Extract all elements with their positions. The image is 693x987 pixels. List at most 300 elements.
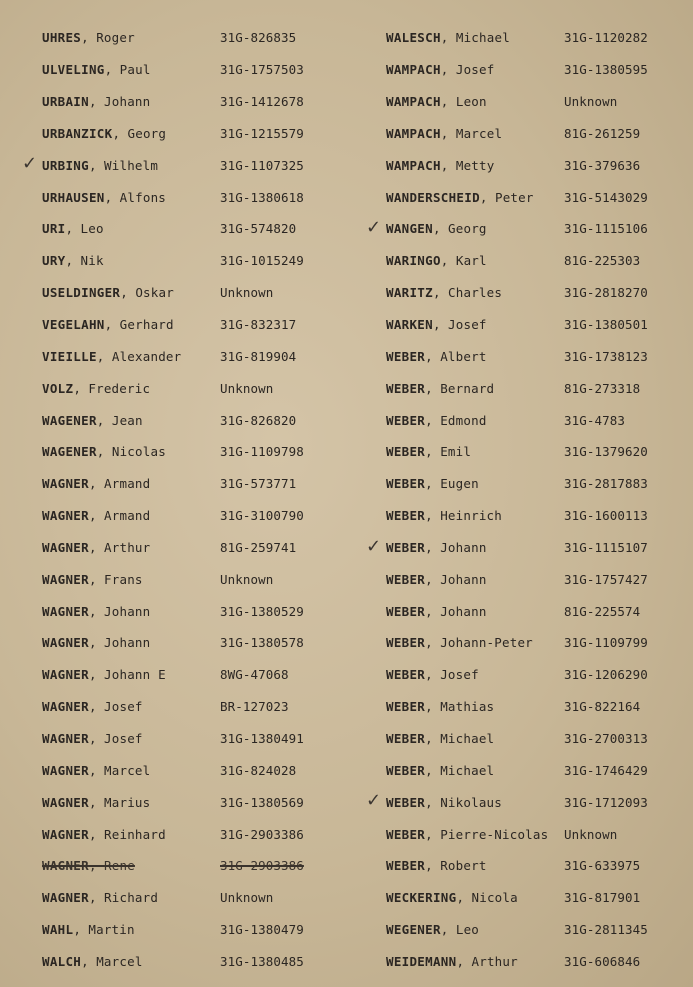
entry-serial-number: 31G-1379620 (564, 444, 648, 460)
entry-name: WAGNER, Richard (42, 890, 159, 906)
entry-given-name: Leon (455, 94, 487, 110)
entry-surname: WAHL (42, 922, 74, 938)
check-mark-icon: ✓ (22, 153, 38, 175)
entry-name: WAGNER, Marius (42, 794, 151, 810)
entry-serial-number: 31G-1109798 (220, 444, 304, 460)
entry-given-name: Oskar (135, 285, 174, 301)
entry-name: WAGNER, Reinhard (42, 826, 166, 842)
entry-surname: WEGENER (386, 922, 441, 938)
roster-entry (386, 372, 693, 404)
entry-serial-number: 31G-817901 (564, 890, 641, 906)
entry-name: WAMPACH, Metty (386, 157, 495, 173)
entry-surname: WALESCH (386, 30, 441, 46)
entry-given-name: Mathias (440, 699, 495, 715)
entry-serial-number: Unknown (564, 94, 618, 110)
roster-entry (42, 468, 362, 500)
entry-surname: ULVELING (42, 62, 105, 78)
entry-serial-number: 31G-826835 (220, 30, 297, 46)
entry-given-name: Metty (455, 157, 495, 173)
entry-name: WALESCH, Michael (386, 30, 510, 46)
entry-surname: WEBER (386, 826, 426, 842)
entry-serial-number: 81G-225303 (564, 253, 641, 269)
entry-given-name: Johann (440, 603, 487, 619)
entry-serial-number: 31G-1412678 (220, 94, 304, 110)
entry-name: WEBER, Robert (386, 858, 487, 874)
roster-entry (386, 245, 693, 277)
entry-serial-number: 31G-1115107 (564, 539, 648, 555)
entry-name: USELDINGER, Oskar (42, 285, 174, 301)
entry-name: WEBER, Albert (386, 348, 487, 364)
entry-given-name: Georg (127, 125, 167, 141)
entry-name: URBING, Wilhelm (42, 157, 159, 173)
entry-given-name: Josef (455, 62, 495, 78)
entry-name: WAHL, Martin (42, 922, 135, 938)
entry-given-name: Michael (455, 30, 510, 46)
roster-entry (386, 468, 693, 500)
entry-surname: URI (42, 221, 66, 237)
roster-entry (386, 818, 693, 850)
roster-entry (42, 245, 362, 277)
roster-entry (42, 309, 362, 341)
entry-serial-number: 31G-5143029 (564, 189, 648, 205)
entry-given-name: Peter (494, 189, 534, 205)
entry-surname: WEBER (386, 730, 426, 746)
entry-given-name: Alfons (119, 189, 167, 205)
roster-entry (42, 818, 362, 850)
roster-entry (42, 340, 362, 372)
roster-entry (42, 118, 362, 150)
left-roster-column (22, 22, 362, 977)
entry-name: VOLZ, Frederic (42, 380, 151, 396)
entry-given-name: Armand (104, 476, 151, 492)
entry-surname: WAGNER (42, 762, 89, 778)
roster-entry (42, 181, 362, 213)
entry-given-name: Leo (455, 922, 480, 938)
entry-name: WALCH, Marcel (42, 953, 143, 969)
entry-surname: WAGNER (42, 794, 89, 810)
entry-serial-number: 31G-2811345 (564, 922, 648, 938)
entry-surname: WEBER (386, 444, 426, 460)
entry-name: WAGNER, Arthur (42, 539, 151, 555)
roster-entry (386, 181, 693, 213)
entry-given-name: Edmond (440, 412, 487, 428)
entry-surname: WEBER (386, 699, 426, 715)
roster-entry (386, 436, 693, 468)
entry-given-name: Josef (448, 317, 487, 333)
entry-given-name: Gerhard (119, 317, 174, 333)
entry-surname: URHAUSEN (42, 189, 105, 205)
roster-entry (386, 340, 693, 372)
entry-surname: WEBER (386, 794, 426, 810)
entry-surname: WEBER (386, 571, 426, 587)
entry-given-name: Reinhard (104, 826, 166, 842)
entry-surname: WEBER (386, 380, 426, 396)
entry-serial-number: 81G-273318 (564, 380, 641, 396)
entry-given-name: Arthur (471, 953, 518, 969)
entry-serial-number: 31G-1109799 (564, 635, 648, 651)
entry-given-name: Josef (104, 730, 143, 746)
entry-surname: WEBER (386, 762, 426, 778)
entry-name: URY, Nik (42, 253, 104, 269)
entry-name: URI, Leo (42, 221, 104, 237)
roster-entry (386, 595, 693, 627)
entry-name: WEBER, Johann (386, 539, 487, 555)
entry-surname: WAGNER (42, 476, 89, 492)
entry-surname: UHRES (42, 30, 82, 46)
entry-name: WEIDEMANN, Arthur (386, 953, 518, 969)
entry-name: WECKERING, Nicola (386, 890, 518, 906)
entry-surname: WEBER (386, 539, 426, 555)
entry-serial-number: Unknown (220, 285, 274, 301)
entry-name: WEBER, Michael (386, 762, 495, 778)
entry-name: WEBER, Edmond (386, 412, 487, 428)
entry-surname: WEBER (386, 667, 426, 683)
entry-surname: WEBER (386, 412, 426, 428)
entry-given-name: Heinrich (440, 508, 503, 524)
entry-name: WAGENER, Nicolas (42, 444, 166, 460)
entry-surname: WAMPACH (386, 125, 441, 141)
roster-entry (386, 627, 693, 659)
entry-serial-number: 81G-225574 (564, 603, 641, 619)
entry-serial-number: 31G-1712093 (564, 794, 648, 810)
entry-serial-number: 31G-1757503 (220, 62, 304, 78)
roster-entry (42, 22, 362, 54)
entry-serial-number: Unknown (220, 380, 274, 396)
entry-given-name: Charles (448, 285, 503, 301)
entry-name: WAGNER, Johann (42, 603, 151, 619)
entry-serial-number: 31G-1380595 (564, 62, 648, 78)
roster-entry (42, 914, 362, 946)
entry-name: WAGENER, Jean (42, 412, 143, 428)
entry-given-name: Marcel (96, 953, 143, 969)
entry-given-name: Georg (448, 221, 487, 237)
entry-given-name: Martin (88, 922, 135, 938)
entry-given-name: Josef (104, 699, 143, 715)
entry-surname: WECKERING (386, 890, 457, 906)
roster-entry (386, 723, 693, 755)
check-mark-icon: ✓ (366, 535, 382, 557)
entry-given-name: Paul (119, 62, 151, 78)
entry-given-name: Emil (440, 444, 472, 460)
entry-name: WAGNER, Josef (42, 730, 143, 746)
entry-name: WAGNER, Johann (42, 635, 151, 651)
roster-entry (42, 723, 362, 755)
roster-entry (42, 372, 362, 404)
entry-given-name: Michael (440, 730, 495, 746)
entry-surname: WARITZ (386, 285, 433, 301)
entry-serial-number: 81G-259741 (220, 539, 297, 555)
entry-serial-number: Unknown (220, 890, 274, 906)
entry-serial-number: BR-127023 (220, 699, 289, 715)
entry-surname: WAGNER (42, 730, 89, 746)
entry-serial-number: 31G-574820 (220, 221, 297, 237)
entry-serial-number: 31G-1380485 (220, 953, 304, 969)
entry-serial-number: 31G-826820 (220, 412, 297, 428)
entry-given-name: Nik (80, 253, 104, 269)
entry-name: WEBER, Johann (386, 603, 487, 619)
entry-serial-number: 31G-1738123 (564, 348, 648, 364)
entry-name: WAGNER, Rene (42, 858, 135, 874)
entry-surname: WARINGO (386, 253, 441, 269)
entry-given-name: Josef (440, 667, 479, 683)
roster-entry (42, 213, 362, 245)
entry-surname: URBAIN (42, 94, 89, 110)
entry-surname: WEBER (386, 603, 426, 619)
roster-entry (366, 786, 693, 818)
entry-serial-number: 31G-819904 (220, 348, 297, 364)
entry-serial-number: 81G-261259 (564, 125, 641, 141)
entry-surname: URBANZICK (42, 125, 113, 141)
entry-given-name: Marcel (104, 762, 151, 778)
roster-entry (386, 882, 693, 914)
entry-serial-number: 31G-2903386 (220, 858, 304, 874)
entry-serial-number: 31G-633975 (564, 858, 641, 874)
entry-serial-number: 31G-822164 (564, 699, 641, 715)
entry-surname: WAGENER (42, 412, 97, 428)
entry-surname: WAGENER (42, 444, 97, 460)
entry-given-name: Nicola (471, 890, 518, 906)
entry-surname: WEIDEMANN (386, 953, 457, 969)
entry-given-name: Robert (440, 858, 487, 874)
entry-serial-number: 31G-1206290 (564, 667, 648, 683)
entry-surname: URY (42, 253, 66, 269)
entry-serial-number: 31G-1600113 (564, 508, 648, 524)
roster-entry (42, 277, 362, 309)
roster-entry (386, 277, 693, 309)
entry-given-name: Roger (96, 30, 135, 46)
entry-surname: VOLZ (42, 380, 74, 396)
entry-serial-number: 31G-1380618 (220, 189, 304, 205)
entry-serial-number: 31G-1215579 (220, 125, 304, 141)
roster-entry (386, 659, 693, 691)
entry-surname: WAGNER (42, 571, 89, 587)
entry-given-name: Johann-Peter (440, 635, 533, 651)
entry-serial-number: Unknown (220, 571, 274, 587)
entry-serial-number: 31G-1380529 (220, 603, 304, 619)
entry-serial-number: 31G-1380491 (220, 730, 304, 746)
entry-given-name: Richard (104, 890, 159, 906)
entry-name: WAGNER, Armand (42, 508, 151, 524)
roster-entry (386, 850, 693, 882)
entry-name: WAGNER, Josef (42, 699, 143, 715)
entry-surname: WAGNER (42, 508, 89, 524)
entry-serial-number: 31G-3100790 (220, 508, 304, 524)
entry-serial-number: Unknown (564, 826, 618, 842)
entry-surname: WAGNER (42, 858, 89, 874)
entry-given-name: Pierre-Nicolas (440, 826, 549, 842)
roster-entry (366, 532, 693, 564)
roster-entry (42, 86, 362, 118)
roster-entry (42, 500, 362, 532)
entry-surname: WAGNER (42, 699, 89, 715)
check-mark-icon: ✓ (366, 790, 382, 812)
entry-serial-number: 31G-2817883 (564, 476, 648, 492)
entry-surname: VEGELAHN (42, 317, 105, 333)
entry-serial-number: 31G-573771 (220, 476, 297, 492)
roster-entry (386, 754, 693, 786)
entry-given-name: Marius (104, 794, 151, 810)
entry-given-name: Arthur (104, 539, 151, 555)
entry-surname: WAMPACH (386, 62, 441, 78)
roster-entry (42, 754, 362, 786)
entry-surname: VIEILLE (42, 348, 97, 364)
entry-given-name: Jean (111, 412, 143, 428)
entry-surname: WANDERSCHEID (386, 189, 480, 205)
entry-given-name: Johann (104, 94, 151, 110)
roster-entry (42, 404, 362, 436)
roster-entry (386, 563, 693, 595)
entry-name: WEBER, Emil (386, 444, 472, 460)
entry-given-name: Johann (440, 539, 487, 555)
entry-surname: WAGNER (42, 667, 89, 683)
roster-entry (42, 850, 362, 882)
entry-surname: WEBER (386, 858, 426, 874)
entry-name: WAGNER, Armand (42, 476, 151, 492)
roster-entry (386, 22, 693, 54)
entry-surname: WAMPACH (386, 157, 441, 173)
roster-entry (42, 945, 362, 977)
entry-given-name: Johann (440, 571, 487, 587)
entry-name: WEBER, Michael (386, 730, 495, 746)
entry-serial-number: 31G-606846 (564, 953, 641, 969)
roster-entry (386, 86, 693, 118)
entry-name: WEGENER, Leo (386, 922, 480, 938)
entry-name: WEBER, Johann-Peter (386, 635, 533, 651)
entry-serial-number: 31G-1380479 (220, 922, 304, 938)
entry-given-name: Armand (104, 508, 151, 524)
roster-entry (386, 691, 693, 723)
entry-name: ULVELING, Paul (42, 62, 151, 78)
entry-surname: WAGNER (42, 890, 89, 906)
entry-name: WARITZ, Charles (386, 285, 503, 301)
entry-surname: WEBER (386, 508, 426, 524)
entry-serial-number: 31G-824028 (220, 762, 297, 778)
check-mark-icon: ✓ (366, 217, 382, 239)
right-roster-column (366, 22, 693, 977)
entry-serial-number: 31G-1380569 (220, 794, 304, 810)
entry-serial-number: 31G-2818270 (564, 285, 648, 301)
roster-entry (386, 404, 693, 436)
entry-surname: WALCH (42, 953, 82, 969)
entry-name: WANGEN, Georg (386, 221, 487, 237)
entry-serial-number: 8WG-47068 (220, 667, 289, 683)
entry-name: WAMPACH, Josef (386, 62, 495, 78)
entry-serial-number: 31G-1107325 (220, 157, 304, 173)
entry-serial-number: 31G-1015249 (220, 253, 304, 269)
entry-name: URBAIN, Johann (42, 94, 151, 110)
roster-entry (42, 786, 362, 818)
roster-entry (42, 436, 362, 468)
roster-entry (386, 54, 693, 86)
entry-name: WEBER, Johann (386, 571, 487, 587)
roster-entry (42, 691, 362, 723)
entry-given-name: Johann E (104, 667, 166, 683)
roster-entry (42, 659, 362, 691)
roster-entry (42, 627, 362, 659)
entry-name: WEBER, Mathias (386, 699, 495, 715)
entry-name: UHRES, Roger (42, 30, 135, 46)
entry-name: WAGNER, Marcel (42, 762, 151, 778)
roster-entry (366, 213, 693, 245)
roster-entry (42, 882, 362, 914)
entry-surname: WAGNER (42, 635, 89, 651)
roster-entry (42, 54, 362, 86)
entry-serial-number: 31G-1757427 (564, 571, 648, 587)
entry-name: WAMPACH, Marcel (386, 125, 503, 141)
entry-given-name: Wilhelm (104, 157, 159, 173)
entry-serial-number: 31G-1120282 (564, 30, 648, 46)
entry-given-name: Bernard (440, 380, 495, 396)
entry-name: URBANZICK, Georg (42, 125, 167, 141)
entry-surname: WAGNER (42, 826, 89, 842)
entry-name: WEBER, Bernard (386, 380, 495, 396)
entry-surname: WARKEN (386, 317, 433, 333)
roster-entry (386, 118, 693, 150)
entry-name: WAGNER, Johann E (42, 667, 166, 683)
entry-surname: WAGNER (42, 539, 89, 555)
entry-name: WEBER, Pierre-Nicolas (386, 826, 549, 842)
entry-given-name: Rene (104, 858, 135, 874)
entry-given-name: Leo (80, 221, 104, 237)
entry-name: WANDERSCHEID, Peter (386, 189, 534, 205)
roster-entry (386, 500, 693, 532)
entry-serial-number: 31G-4783 (564, 412, 626, 428)
entry-name: WEBER, Nikolaus (386, 794, 503, 810)
entry-given-name: Frans (104, 571, 143, 587)
entry-serial-number: 31G-1380578 (220, 635, 304, 651)
entry-name: URHAUSEN, Alfons (42, 189, 167, 205)
entry-given-name: Nicolas (111, 444, 166, 460)
entry-serial-number: 31G-1746429 (564, 762, 648, 778)
roster-entry (42, 563, 362, 595)
entry-name: WEBER, Heinrich (386, 508, 503, 524)
entry-surname: WAGNER (42, 603, 89, 619)
entry-serial-number: 31G-832317 (220, 317, 297, 333)
roster-entry (386, 149, 693, 181)
entry-serial-number: 31G-1380501 (564, 317, 648, 333)
entry-serial-number: 31G-379636 (564, 157, 641, 173)
entry-serial-number: 31G-2903386 (220, 826, 304, 842)
entry-name: VIEILLE, Alexander (42, 348, 182, 364)
entry-name: WEBER, Eugen (386, 476, 479, 492)
entry-given-name: Marcel (455, 125, 503, 141)
entry-given-name: Eugen (440, 476, 479, 492)
entry-serial-number: 31G-2700313 (564, 730, 648, 746)
roster-entry (42, 532, 362, 564)
entry-given-name: Albert (440, 348, 487, 364)
entry-name: WARKEN, Josef (386, 317, 487, 333)
entry-given-name: Johann (104, 603, 151, 619)
entry-surname: USELDINGER (42, 285, 121, 301)
entry-given-name: Frederic (88, 380, 151, 396)
entry-surname: WANGEN (386, 221, 433, 237)
entry-given-name: Karl (455, 253, 487, 269)
entry-given-name: Alexander (111, 348, 182, 364)
entry-surname: WEBER (386, 476, 426, 492)
entry-surname: URBING (42, 157, 89, 173)
entry-name: WAMPACH, Leon (386, 94, 487, 110)
roster-entry (386, 309, 693, 341)
entry-name: WARINGO, Karl (386, 253, 487, 269)
entry-serial-number: 31G-1115106 (564, 221, 648, 237)
roster-entry (386, 914, 693, 946)
entry-given-name: Michael (440, 762, 495, 778)
entry-surname: WAMPACH (386, 94, 441, 110)
entry-given-name: Johann (104, 635, 151, 651)
entry-name: VEGELAHN, Gerhard (42, 317, 174, 333)
entry-surname: WEBER (386, 635, 426, 651)
entry-surname: WEBER (386, 348, 426, 364)
